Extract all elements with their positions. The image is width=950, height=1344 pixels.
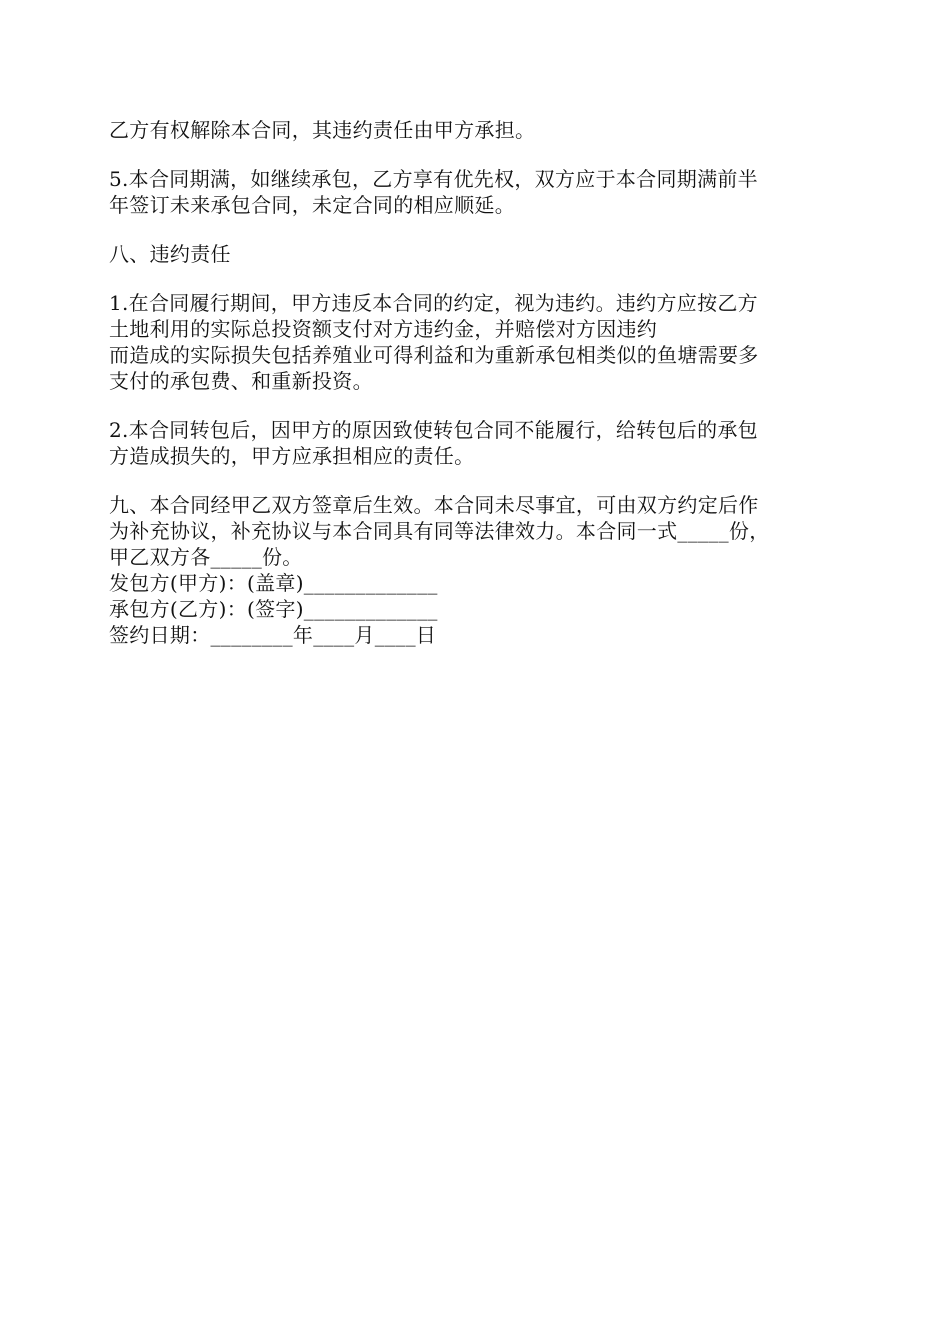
text-line: 九、本合同经甲乙双方签章后生效。本合同未尽事宜，可由双方约定后作 — [109, 493, 759, 517]
text-line: 为补充协议，补充协议与本合同具有同等法律效力。本合同一式_____份， — [109, 519, 770, 543]
heading-text: 八、违约责任 — [109, 242, 231, 266]
paragraph-liability-2 — [109, 417, 844, 469]
paragraph-effectiveness — [109, 492, 844, 570]
signature-party-b: 承包方(乙方)：(签字)_____________ — [109, 597, 438, 621]
text-line: 2.本合同转包后，因甲方的原因致使转包合同不能履行，给转包后的承包 — [109, 418, 758, 442]
paragraph-contract-expiry — [109, 166, 844, 218]
paragraph-breach-termination — [109, 117, 844, 143]
text-line: 方造成损失的，甲方应承担相应的责任。 — [109, 444, 475, 468]
text-line: 乙方有权解除本合同，其违约责任由甲方承担。 — [109, 118, 536, 142]
paragraph-liability-1 — [109, 290, 844, 394]
signature-party-a: 发包方(甲方)：(盖章)_____________ — [109, 571, 438, 595]
text-line: 而造成的实际损失包括养殖业可得利益和为重新承包相类似的鱼塘需要多 — [109, 343, 759, 367]
text-line: 土地利用的实际总投资额支付对方违约金，并赔偿对方因违约 — [109, 317, 658, 341]
section-heading-liability — [109, 241, 844, 267]
text-line: 年签订未来承包合同，未定合同的相应顺延。 — [109, 193, 515, 217]
document-body — [109, 117, 844, 648]
signature-date: 签约日期：________年____月____日 — [109, 623, 437, 647]
text-line: 1.在合同履行期间，甲方违反本合同的约定，视为违约。违约方应按乙方 — [109, 291, 758, 315]
text-line: 5.本合同期满，如继续承包，乙方享有优先权，双方应于本合同期满前半 — [109, 167, 758, 191]
text-line: 甲乙双方各_____份。 — [109, 545, 303, 569]
text-line: 支付的承包费、和重新投资。 — [109, 369, 373, 393]
